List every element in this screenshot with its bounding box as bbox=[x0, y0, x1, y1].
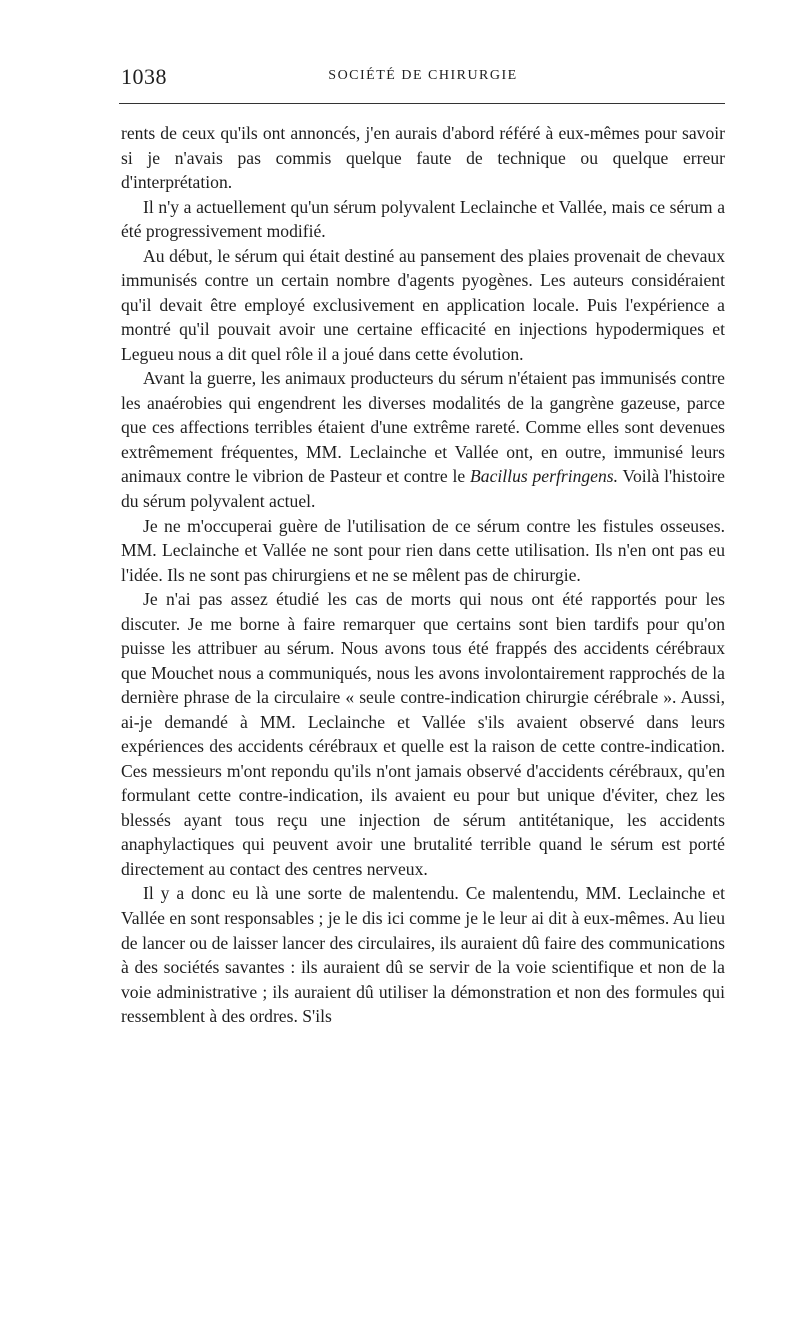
running-title: SOCIÉTÉ DE CHIRURGIE bbox=[328, 68, 518, 83]
paragraph-3: Au début, le sérum qui était destiné au pansement des plaies provenait de chevaux immunisés contre un certain nombre d'agents pyogènes. Les auteurs considéraient qu'il devait être employé exclusivement en application locale. Puis l'expérience a montré qu'il pouvait avoir une certaine efficacité en injections hypodermiques et Legueu nous a dit quel rôle il a joué dans cette évolution. bbox=[121, 245, 725, 364]
page-header bbox=[121, 64, 725, 94]
paragraph-5: Je ne m'occuperai guère de l'utilisation de ce sérum contre les fistules osseuses. MM. Leclainche et Vallée ne sont pour rien dans cette utilisation. Ils n'en ont pas eu l'idée. Ils ne sont pas chirurgiens et ne se mêlent pas de chirurgie. bbox=[121, 515, 725, 585]
paragraph-2: Il n'y a actuellement qu'un sérum polyvalent Leclainche et Vallée, mais ce sérum a été progressivement modifié. bbox=[121, 196, 725, 242]
bacillus-name: Bacillus perfringens. bbox=[470, 466, 619, 487]
page-number: 1038 bbox=[121, 64, 167, 89]
paragraph-7: Il y a donc eu là une sorte de malentendu. Ce malentendu, MM. Leclainche et Vallée en sont responsables ; je le dis ici comme je le leur ai dit à eux-mêmes. Au lieu de lancer ou de laisser lancer des circulaires, ils auraient dû faire des communications à des sociétés savantes : ils auraient dû se servir de la voie scientifique et non de la voie administrative ; ils auraient dû utiliser la démonstration et non des formules qui ressemblent à des ordres. S'ils bbox=[121, 883, 725, 1027]
paragraph-4-text-b: Voilà l'histoire du sérum polyvalent actuel. bbox=[121, 466, 725, 511]
paragraph-4-text-a: Avant la guerre, les animaux producteurs du sérum n'étaient pas immunisés contre les anaérobies qui engendrent les diverses modalités de la gangrène gazeuse, parce que ces affections terribles étaient d'une extrême rareté. Comme elles sont devenues extrêmement fréquentes, MM. Leclainche et Vallée ont, en outre, immunisé leurs animaux contre le vibrion de Pasteur et contre le bbox=[121, 368, 725, 487]
paragraph-4 bbox=[121, 366, 725, 513]
header-rule bbox=[119, 103, 725, 104]
paragraph-1: rents de ceux qu'ils ont annoncés, j'en aurais d'abord référé à eux-mêmes pour savoir si je n'avais pas commis quelque faute de technique ou quelque erreur d'interprétation. bbox=[121, 123, 725, 193]
paragraph-6: Je n'ai pas assez étudié les cas de morts qui nous ont été rapportés pour les discuter. Je me borne à faire remarquer que certains sont bien tardifs pour qu'on puisse les attribuer au sérum. Nous avons tous été frappés des accidents cérébraux que Mouchet nous a communiqués, nous les avons involontairement rapprochés de la dernière phrase de la circulaire « seule contre-indication chirurgie cérébrale ». Aussi, ai-je demandé à MM. Leclainche et Vallée s'ils avaient observé dans leurs expériences des accidents cérébraux et quelle est la raison de cette contre-indication. Ces messieurs m'ont repondu qu'ils n'ont jamais observé d'accidents cérébraux, qu'en formulant cette contre-indication, ils avaient eu pour but unique d'éviter, chez les blessés ayant tous reçu une injection de sérum antitétanique, les accidents anaphylactiques qui peuvent avoir une brutalité terrible quand le sérum est porté directement au contact des centres nerveux. bbox=[121, 589, 725, 879]
body-text bbox=[121, 121, 725, 1029]
